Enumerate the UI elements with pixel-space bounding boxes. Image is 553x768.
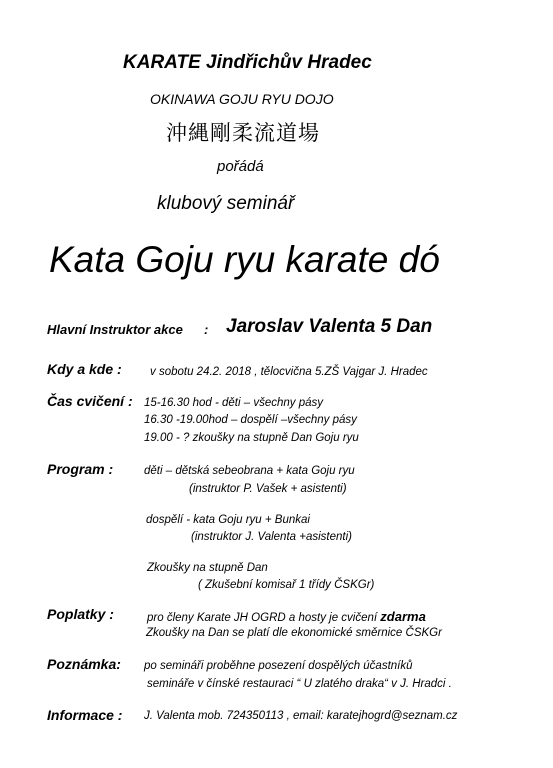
program-kids-instructor: (instruktor P. Vašek + asistenti) [189, 483, 347, 495]
schedule-line: 16.30 -19.00hod – dospělí –všechny pásy [144, 414, 357, 426]
program-label: Program : [47, 461, 114, 477]
organizes-text: pořádá [217, 158, 264, 175]
program-kids: děti – dětská sebeobrana + kata Goju ryu [144, 465, 355, 477]
fees-line-1 [147, 609, 426, 624]
event-type: klubový seminář [157, 193, 295, 214]
fees-line-2: Zkoušky na Dan se platí dle ekonomické směrnice ČSKGr [146, 627, 442, 639]
program-adults: dospělí - kata Goju ryu + Bunkai [146, 514, 310, 526]
seminar-title: Kata Goju ryu karate dó [49, 239, 440, 280]
schedule-line: 15-16.30 hod - děti – všechny pásy [144, 397, 324, 409]
dojo-name: OKINAWA GOJU RYU DOJO [150, 91, 334, 107]
instructor-colon: : [204, 322, 209, 337]
note-label: Poznámka: [47, 656, 121, 672]
when-where-label: Kdy a kde : [47, 361, 122, 377]
instructor-label: Hlavní Instruktor akce [47, 322, 183, 337]
dojo-kanji: 沖縄剛柔流道場 [166, 121, 320, 145]
program-adults-instructor: (instruktor J. Valenta +asistenti) [191, 531, 352, 543]
program-exams-commissioner: ( Zkušební komisař 1 třídy ČSKGr) [198, 579, 375, 591]
note-line-2: semináře v čínské restauraci “ U zlatého draka“ v J. Hradci . [147, 678, 452, 690]
fees-free-emphasis: zdarma [380, 609, 426, 624]
info-contact: J. Valenta mob. 724350113 , email: karatejhogrd@seznam.cz [144, 710, 458, 722]
when-where-value: v sobotu 24.2. 2018 , tělocvična 5.ZŠ Vajgar J. Hradec [150, 366, 428, 378]
schedule-line: 19.00 - ? zkoušky na stupně Dan Goju ryu [144, 432, 359, 444]
instructor-name: Jaroslav Valenta 5 Dan [226, 316, 433, 337]
fees-text: pro členy Karate JH OGRD a hosty je cvičení [147, 612, 378, 624]
fees-label: Poplatky : [47, 606, 114, 622]
schedule-label: Čas cvičení : [47, 393, 133, 409]
info-label: Informace : [47, 707, 123, 723]
note-line-1: po semináři proběhne posezení dospělých účastníků [144, 660, 413, 672]
program-exams: Zkoušky na stupně Dan [147, 562, 268, 574]
club-name: KARATE Jindřichův Hradec [123, 52, 372, 73]
